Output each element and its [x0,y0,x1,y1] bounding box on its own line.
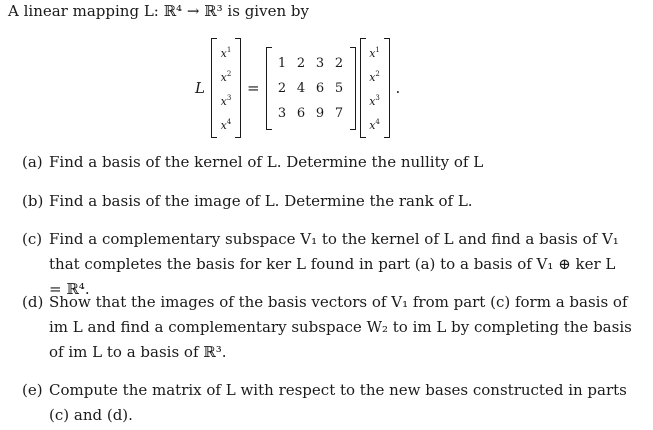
operator-symbol: L [195,79,205,97]
output-vector [360,38,390,138]
output-component-1: $x^1$ [369,46,380,60]
input-component-3: $x^3$ [220,94,232,108]
matrix-cell: 2 [296,55,306,71]
question-label: (e) [22,381,43,399]
question-label: (a) [22,153,43,171]
output-component-2: $x^2$ [369,70,380,84]
question-a [22,150,632,175]
input-component-4: $x^4$ [220,118,232,132]
question-text: Find a basis of the kernel of L. Determine the nullity of L [49,153,484,171]
matrix-cell: 9 [315,105,325,121]
matrix-cell: 6 [296,105,306,121]
question-text: Show that the images of the basis vectors of V₁ from part (c) form a basis of im L and find a complementary subspace W₂ to im L by completing the basis of im L to a basis of ℝ³. [49,293,632,361]
question-text: Find a basis of the image of L. Determine the rank of L. [49,192,473,210]
matrix-cell: 3 [315,55,325,71]
question-label: (c) [22,230,43,248]
question-d [22,290,632,365]
matrix-cell: 7 [334,105,344,121]
question-text: Find a complementary subspace V₁ to the kernel of L and find a basis of V₁ that completes the basis for ker L found in part (a) to a basis of V₁ ⊕ ker L = ℝ⁴. [49,230,619,298]
matrix-cell: 1 [277,55,287,71]
matrix-cell: 6 [315,80,325,96]
question-b [22,189,632,214]
question-e [22,378,632,428]
matrix-cell: 3 [277,105,287,121]
problem-intro: A linear mapping L: ℝ⁴ → ℝ³ is given by [8,2,309,20]
equation-period: . [395,79,401,97]
equals-sign: = [246,79,260,97]
coefficient-matrix [266,47,356,130]
input-component-1: $x^1$ [220,46,232,60]
question-label: (b) [22,192,44,210]
question-label: (d) [22,293,44,311]
matrix-equation [195,38,400,138]
input-vector [211,38,241,138]
question-text: Compute the matrix of L with respect to the new bases constructed in parts (c) and (d). [49,381,627,424]
matrix-cell: 2 [334,55,344,71]
input-component-2: $x^2$ [220,70,232,84]
output-component-4: $x^4$ [369,118,380,132]
output-component-3: $x^3$ [369,94,380,108]
matrix-cell: 4 [296,80,306,96]
matrix-cell: 5 [334,80,344,96]
matrix-cell: 2 [277,80,287,96]
